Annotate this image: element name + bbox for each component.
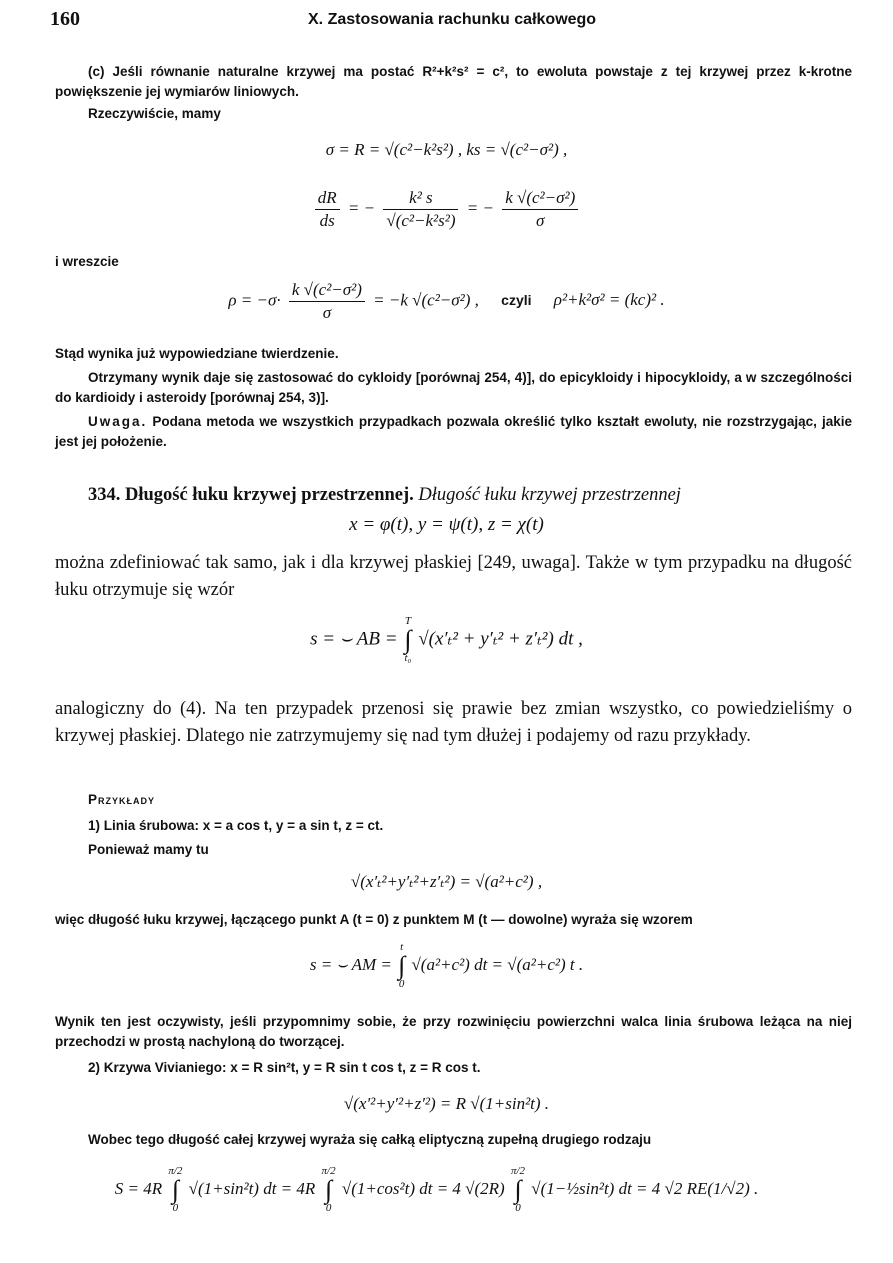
word-czyli: czyli <box>501 292 532 309</box>
integral-lower-limit: 0 <box>172 1202 179 1214</box>
example-1-result: Wynik ten jest oczywisty, jeśli przypomnimy sobie, że przy rozwinięciu powierzchni walca linia śrubowa leżąca na niej przechodzi w prostą nachyloną do tworzącej. <box>55 1014 852 1049</box>
equation-lhs: s = ⌣ AB = <box>310 628 398 650</box>
fraction-numerator: k √(c²−σ²) <box>502 188 578 210</box>
uwaga-text: Podana metoda we wszystkich przypadkach pozwala określić tylko kształt ewoluty, nie rozstrzygając, jakie jest jej położenie. <box>55 414 852 449</box>
integrand-1: √(1+sin²t) dt = 4R <box>188 1178 316 1198</box>
equation-helix-length <box>0 942 893 990</box>
integral-lower-limit: 0 <box>398 978 405 990</box>
fraction-rho <box>289 280 365 323</box>
running-title: X. Zastosowania rachunku całkowego <box>308 11 597 28</box>
integral-symbol: ∫ <box>171 1175 179 1204</box>
paragraph-c: (c) Jeśli równanie naturalne krzywej ma postać R²+k²s² = c², to ewoluta powstaje z tej krzywej przez k-krotne powiększenie jej wymiarów liniowych. <box>55 64 852 99</box>
integral-upper-limit: π/2 <box>168 1165 183 1177</box>
equation-lhs: S = 4R <box>114 1178 163 1198</box>
equation-sigma: σ = R = √(c²−k²s²) , ks = √(c²−σ²) , <box>325 140 568 159</box>
page-header <box>50 8 850 32</box>
fraction-denominator: σ <box>322 303 332 322</box>
examples-heading: Przykłady <box>88 792 156 807</box>
fraction-numerator: k √(c²−σ²) <box>289 280 365 302</box>
equation-rhs: = −k √(c²−σ²) , <box>373 290 479 310</box>
operator: = − <box>466 198 494 218</box>
section-title: Długość łuku krzywej przestrzennej. <box>125 485 414 505</box>
example-1-text: więc długość łuku krzywej, łączącego punkt A (t = 0) z punktem M (t — dowolne) wyraża się wzorem <box>55 912 693 927</box>
fraction-denominator: √(c²−k²s²) <box>386 211 456 230</box>
fraction-dr-ds <box>315 188 340 231</box>
integrand: √(x′ₜ² + y′ₜ² + z′ₜ²) <box>418 628 554 650</box>
section-334-heading <box>55 482 852 509</box>
integral-lower-limit: 0 <box>325 1202 332 1214</box>
section-italic-lead: Długość łuku krzywej przestrzennej <box>418 485 681 505</box>
integral-lower-limit: 0 <box>515 1202 521 1214</box>
integral-symbol: ∫ <box>398 951 406 980</box>
equation-helix-speed: √(x′ₜ²+y′ₜ²+z′ₜ²) = √(a²+c²) , <box>350 872 543 891</box>
integral-sign <box>398 942 405 990</box>
paragraph-indeed: Rzeczywiście, mamy <box>88 106 221 121</box>
paragraph-uwaga <box>55 412 852 452</box>
paragraph-stad: Stąd wynika już wypowiedziane twierdzenie. <box>55 346 339 361</box>
integral-upper-limit: π/2 <box>510 1165 526 1177</box>
equation-dr-ds <box>0 188 893 231</box>
paragraph-finally: i wreszcie <box>55 254 119 269</box>
equation-viviani-length <box>0 1166 883 1214</box>
integral-lower-limit: t₀ <box>404 652 412 664</box>
integral-symbol: ∫ <box>404 625 412 654</box>
integral-symbol: ∫ <box>325 1175 333 1204</box>
equation-rhs2: ρ²+k²σ² = (kc)² . <box>553 290 665 310</box>
integral-sign-1 <box>168 1166 182 1214</box>
equation-rho <box>0 280 893 323</box>
differential: dt , <box>558 628 583 650</box>
example-2-title: 2) Krzywa Vivianiego: x = R sin²t, y = R sin t cos t, z = R cos t. <box>88 1060 481 1075</box>
fraction-denominator: ds <box>319 211 335 230</box>
equation-lhs: s = ⌣ AM = <box>309 954 392 974</box>
fraction-numerator: dR <box>315 188 340 210</box>
equation-arc-length <box>0 616 893 664</box>
paragraph-mozna: można zdefiniować tak samo, jak i dla krzywej płaskiej [249, uwaga]. Także w tym przypadku na długość łuku otrzymuje się wzór <box>55 553 852 600</box>
equation-rhs: √(a²+c²) dt = √(a²+c²) t . <box>411 954 584 974</box>
equation-viviani-speed: √(x′²+y′²+z′²) = R √(1+sin²t) . <box>343 1094 550 1113</box>
equation-lhs: ρ = −σ· <box>228 290 281 310</box>
integral-sign-2 <box>322 1166 336 1214</box>
example-1-since: Ponieważ mamy tu <box>88 842 209 857</box>
integral-upper-limit: t <box>400 941 404 953</box>
fraction-k2s <box>383 188 458 231</box>
example-1-title: 1) Linia śrubowa: x = a cos t, y = a sin t, z = ct. <box>88 818 384 833</box>
equation-parametric: x = φ(t), y = ψ(t), z = χ(t) <box>349 514 544 535</box>
section-number: 334. <box>88 485 121 505</box>
fraction-numerator: k² s <box>383 188 458 210</box>
integral-upper-limit: π/2 <box>321 1165 336 1177</box>
operator: = − <box>347 198 376 218</box>
fraction-denominator: σ <box>536 211 545 230</box>
integral-sign-3 <box>511 1166 525 1214</box>
paragraph-otrzymany: Otrzymany wynik daje się zastosować do cykloidy [porównaj 254, 4)], do epicykloidy i hipocykloidy, a w szczególności do kardioidy i asteroidy [porównaj 254, 3)]. <box>55 370 852 405</box>
integral-sign <box>404 616 411 664</box>
example-2-text: Wobec tego długość całej krzywej wyraża się całką eliptyczną zupełną drugiego rodzaju <box>88 1132 652 1147</box>
uwaga-label: Uwaga. <box>88 414 148 429</box>
integral-symbol: ∫ <box>514 1175 522 1204</box>
paragraph-analog: analogiczny do (4). Na ten przypadek przenosi się prawie bez zmian wszystko, co powiedzieliśmy o krzywej płaskiej. Dlatego nie zatrzymujemy się nad tym dłużej i podajemy od razu przykłady. <box>55 699 852 746</box>
integral-upper-limit: T <box>404 615 411 627</box>
page-number: 160 <box>50 8 80 30</box>
integrand-3: √(1−½sin²t) dt = 4 √2 RE(1/√2) . <box>531 1178 759 1198</box>
integrand-2: √(1+cos²t) dt = 4 √(2R) <box>341 1178 505 1198</box>
fraction-k-sqrt <box>502 188 578 231</box>
